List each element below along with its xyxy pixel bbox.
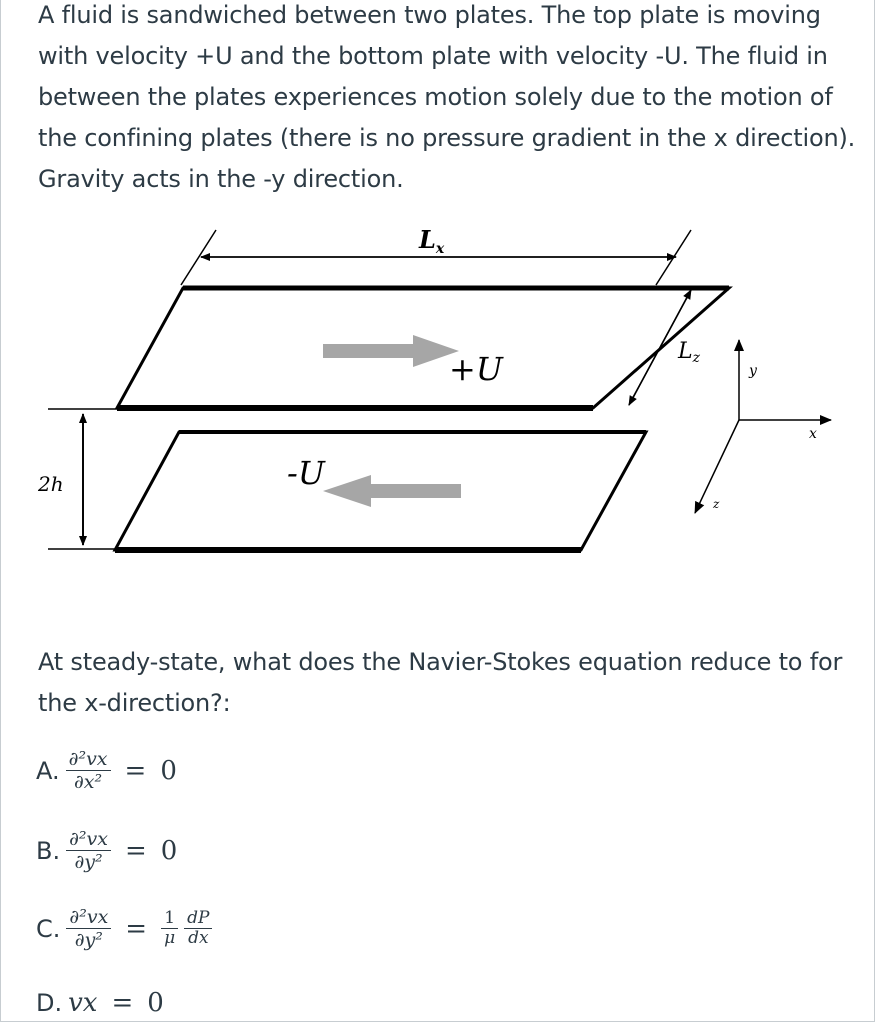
option-c-coef-den: μ bbox=[164, 928, 176, 949]
option-d-lhs: vx bbox=[68, 988, 98, 1018]
option-c-coef-num: 1 bbox=[164, 908, 176, 928]
length-x-label: L bbox=[419, 225, 436, 254]
axis-z-label: z bbox=[713, 497, 720, 511]
option-c-equals: = bbox=[125, 913, 148, 944]
option-a-equals: = bbox=[124, 755, 147, 786]
question-statement: At steady-state, what does the Navier-Stokes equation reduce to for the x-direction?: bbox=[38, 648, 843, 717]
option-b-denominator: ∂y² bbox=[74, 851, 103, 874]
length-z-dimension bbox=[629, 290, 701, 405]
option-c-deriv-den: dx bbox=[188, 928, 209, 949]
length-x-dimension bbox=[181, 225, 691, 285]
plates-figure bbox=[1, 200, 877, 580]
option-d-equals: = bbox=[111, 988, 134, 1018]
option-c-fraction bbox=[66, 906, 111, 951]
option-b[interactable] bbox=[36, 828, 177, 873]
length-z-sub: z bbox=[692, 350, 700, 366]
coordinate-axes bbox=[695, 340, 831, 513]
option-b-numerator: ∂²vx bbox=[69, 828, 108, 850]
top-velocity-arrow bbox=[323, 335, 504, 388]
option-c-deriv-num: dP bbox=[187, 908, 210, 928]
option-a-denominator: ∂x² bbox=[73, 771, 103, 794]
gap-dimension bbox=[37, 409, 126, 549]
svg-text:Lz bbox=[677, 339, 701, 366]
problem-statement: A fluid is sandwiched between two plates. The top plate is moving with velocity +U and the bottom plate with velocity -U. The fluid in between the plates experiences motion solely due to the motion of the confining plates (there is no pressure gradient in the x direction). Gravity acts in the -y direction. bbox=[38, 1, 856, 193]
option-a[interactable] bbox=[36, 748, 177, 793]
bottom-velocity-arrow bbox=[287, 454, 461, 507]
option-a-letter: A. bbox=[36, 756, 60, 785]
option-d-rhs: 0 bbox=[147, 988, 164, 1018]
option-c-coefficient bbox=[161, 909, 178, 948]
svg-text:Lx bbox=[418, 225, 445, 257]
option-d[interactable] bbox=[36, 988, 164, 1018]
option-c-derivative bbox=[184, 909, 212, 948]
axis-x-label: x bbox=[809, 426, 817, 442]
bottom-velocity-label: -U bbox=[287, 454, 325, 492]
top-velocity-label: +U bbox=[449, 350, 503, 388]
option-a-fraction bbox=[66, 748, 111, 793]
axis-y-label: y bbox=[749, 363, 757, 379]
option-d-letter: D. bbox=[36, 989, 63, 1017]
option-c-denominator: ∂y² bbox=[74, 929, 103, 952]
option-c[interactable] bbox=[36, 906, 212, 951]
gap-label: 2h bbox=[38, 472, 64, 496]
option-b-letter: B. bbox=[36, 836, 61, 865]
length-x-sub: x bbox=[435, 241, 445, 257]
option-b-equals: = bbox=[124, 835, 147, 866]
option-a-numerator: ∂²vx bbox=[68, 748, 108, 770]
option-b-rhs: 0 bbox=[160, 835, 178, 866]
option-b-fraction bbox=[66, 828, 111, 873]
option-c-letter: C. bbox=[36, 914, 61, 943]
option-c-numerator: ∂²vx bbox=[69, 906, 109, 928]
option-a-rhs: 0 bbox=[160, 755, 177, 786]
length-z-label: L bbox=[678, 339, 693, 364]
